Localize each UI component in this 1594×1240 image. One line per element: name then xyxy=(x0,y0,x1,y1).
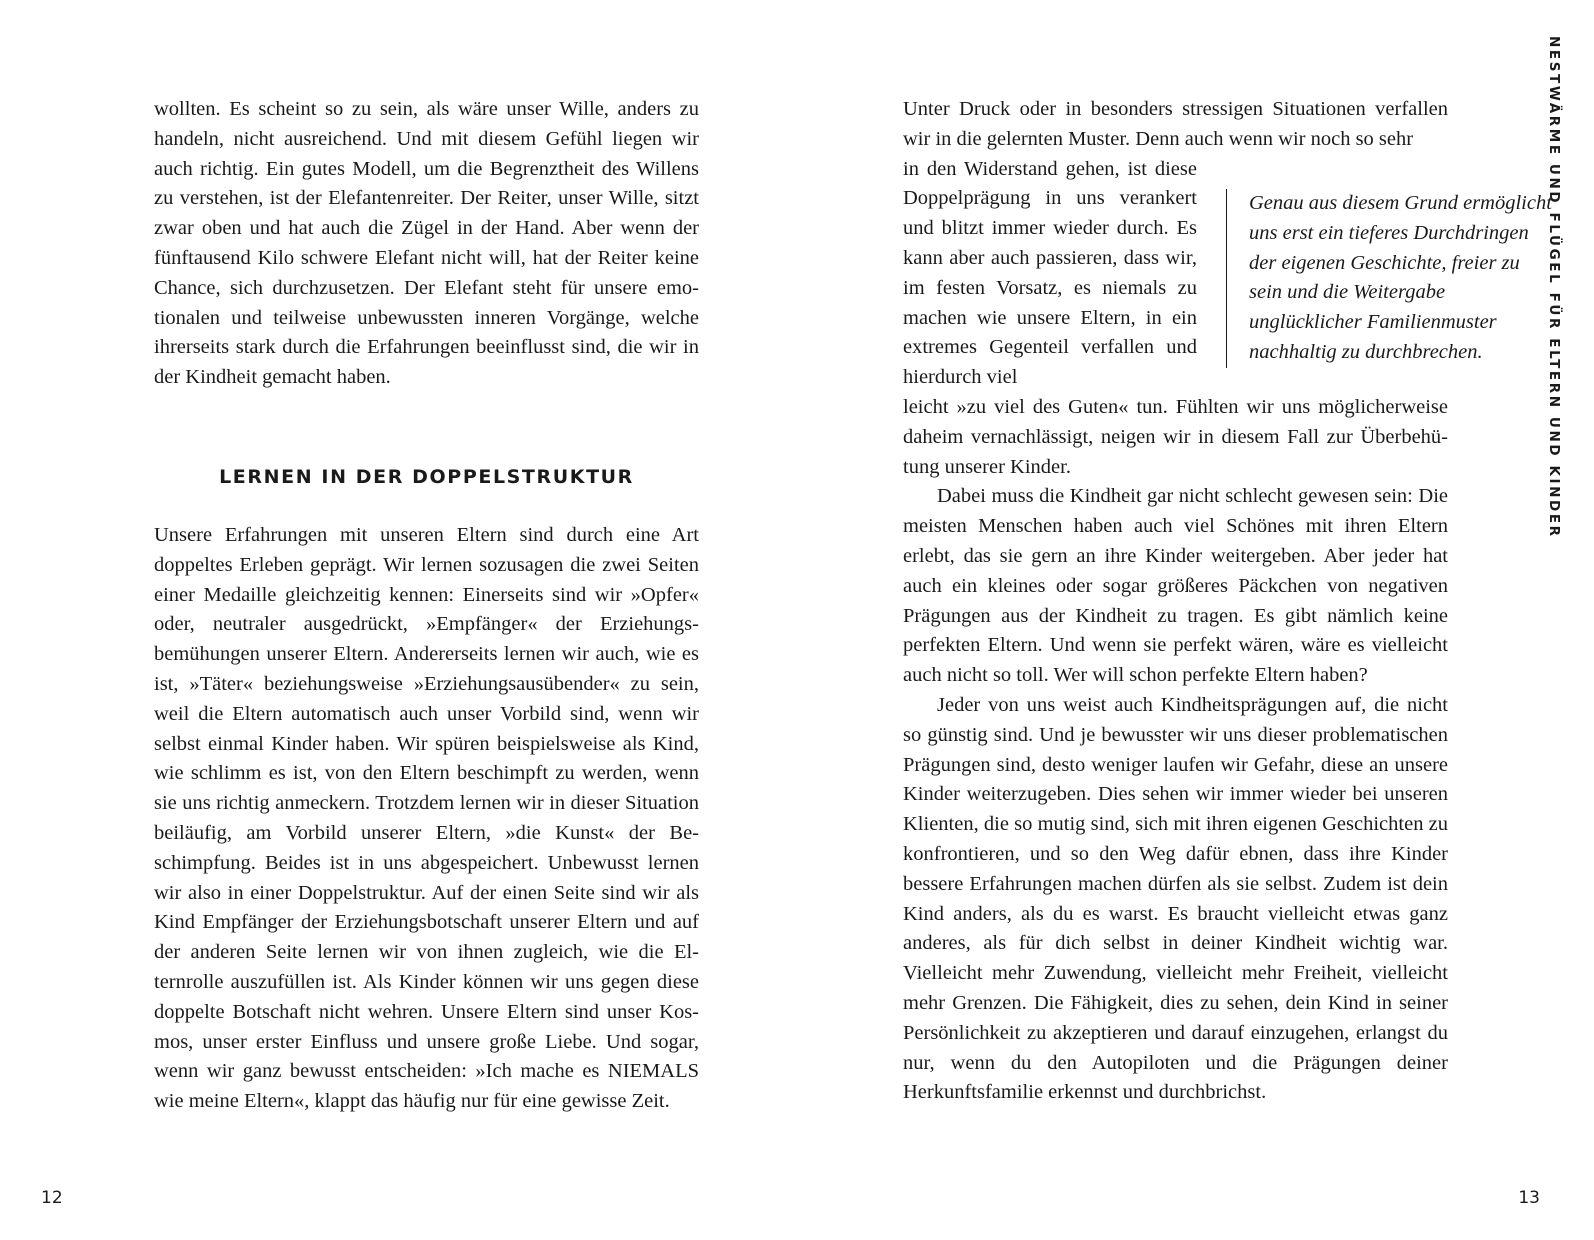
page-number-right: 13 xyxy=(1518,1188,1540,1208)
page-number-left: 12 xyxy=(41,1188,63,1208)
section-heading: LERNEN IN DER DOPPELSTRUKTUR xyxy=(219,466,634,488)
running-head: NESTWÄRME UND FLÜGEL FÜR ELTERN UND KINDER xyxy=(1546,36,1562,539)
intro-paragraph: wollten. Es scheint so zu sein, als wäre unser Wille, anders zu handeln, nicht ausreichend. Und mit diesem Gefühl liegen wir auch richtig. Ein gutes Modell, um die Begrenztheit des Willens zu verstehen, ist der Elefantenreiter. Der Reiter, unser Wille, sitzt zwar oben und hat auch die Zügel in der Hand. Aber wenn der fünftausend Kilo schwere Elefant nicht will, hat der Reiter keine Chance, sich durchzusetzen. Der Elefant steht für unsere emotionalen und teilweise unbewussten inneren Vorgänge, welche ihrerseits stark durch die Erfahrungen beeinflusst sind, die wir in der Kindheit gemacht haben. xyxy=(154,98,699,389)
pull-quote-text: Genau aus diesem Grund ermöglicht uns erst ein tieferes Durchdringen der eigenen Geschichte, freier zu sein und die Weitergabe unglücklicher Familienmuster nachhaltig zu durchbrechen. xyxy=(1249,192,1552,363)
left-page-text xyxy=(154,95,699,393)
pull-quote xyxy=(1226,189,1554,368)
paragraph-1-wrapped: in den Widerstand gehen, ist diese Doppelprägung in uns verankert und blitzt immer wieder durch. Es kann aber auch passieren, dass wir, im festen Vorsatz, es niemals zu machen wie unsere Eltern, in ein extremes Gegenteil verfallen und hierdurch viel xyxy=(903,157,1197,389)
paragraph-2: Dabei muss die Kindheit gar nicht schlecht gewesen sein: Die meisten Menschen haben auch viel Schönes mit ihren Eltern erlebt, das sie gern an ihre Kinder weitergeben. Aber jeder hat auch ein kleines oder sogar größeres Päckchen von negativen Prägungen aus der Kindheit zu tragen. Es gibt nämlich keine perfekten Eltern. Und wenn sie perfekt wären, wäre es vielleicht auch nicht so toll. Wer will schon perfekte Eltern haben? xyxy=(903,485,1448,687)
paragraph-3: Jeder von uns weist auch Kindheitsprägungen auf, die nicht so günstig sind. Und je bewusster wir uns dieser problematischen Prägungen sind, desto weniger laufen wir Gefahr, diese an unsere Kinder weiterzugeben. Dies sehen wir immer wieder bei unseren Klienten, die so mutig sind, sich mit ihren eigenen Geschichten zu konfrontieren, und so den Weg dafür ebnen, dass ihre Kinder bessere Erfahrungen machen dürfen als sie selbst. Zudem ist dein Kind anders, als du es warst. Es braucht vielleicht etwas ganz anderes, als für dich selbst in deiner Kindheit wichtig war. Vielleicht mehr Zuwendung, vielleicht mehr Freiheit, vielleicht mehr Grenzen. Die Fähigkeit, dies zu sehen, dein Kind in seiner Persönlichkeit zu akzeptieren und darauf einzugehen, erlangst du nur, wenn du den Autopiloten und die Prägungen deiner Herkunftsfamilie erkennst und durchbrichst. xyxy=(903,693,1448,1104)
paragraph-1-rest: leicht »zu viel des Guten« tun. Fühlten wir uns möglicherweise daheim vernachlässigt, neigen wir in diesem Fall zur Überbehütung unserer Kinder. xyxy=(903,395,1448,478)
left-page-section-text xyxy=(154,521,699,1117)
section-paragraph: Unsere Erfahrungen mit unseren Eltern sind durch eine Art doppeltes Erleben geprägt. Wir lernen sozusagen die zwei Seiten einer Medaille gleichzeitig kennen: Einerseits sind wir »Opfer« oder, neutraler ausgedrückt, »Empfänger« der Erziehungsbemühungen unserer Eltern. Andererseits lernen wir auch, wie es ist, »Täter« beziehungsweise »Erziehungsausübender« zu sein, weil die Eltern automatisch auch unser Vorbild sind, wenn wir selbst einmal Kinder haben. Wir spüren beispielsweise als Kind, wie schlimm es ist, von den Eltern beschimpft zu werden, wenn sie uns richtig anmeckern. Trotzdem lernen wir in dieser Situation beiläufig, am Vorbild unserer Eltern, »die Kunst« der Beschimpfung. Beides ist in uns abgespeichert. Unbewusst lernen wir also in einer Doppelstruktur. Auf der einen Seite sind wir als Kind Empfänger der Erziehungsbotschaft unserer Eltern und auf der anderen Seite lernen wir von ihnen zugleich, wie die Elternrolle auszufüllen ist. Als Kinder können wir uns gegen diese doppelte Botschaft nicht wehren. Unsere Eltern sind unser Kosmos, unser erster Einfluss und unsere große Liebe. Und sogar, wenn wir ganz bewusst entscheiden: »Ich mache es NIEMALS wie meine Eltern«, klappt das häufig nur für eine gewisse Zeit. xyxy=(154,524,699,1113)
paragraph-1-lead: Unter Druck oder in besonders stressigen Situationen verfallen wir in die gelernten Muster. Denn auch wenn wir noch so sehr xyxy=(903,98,1448,150)
